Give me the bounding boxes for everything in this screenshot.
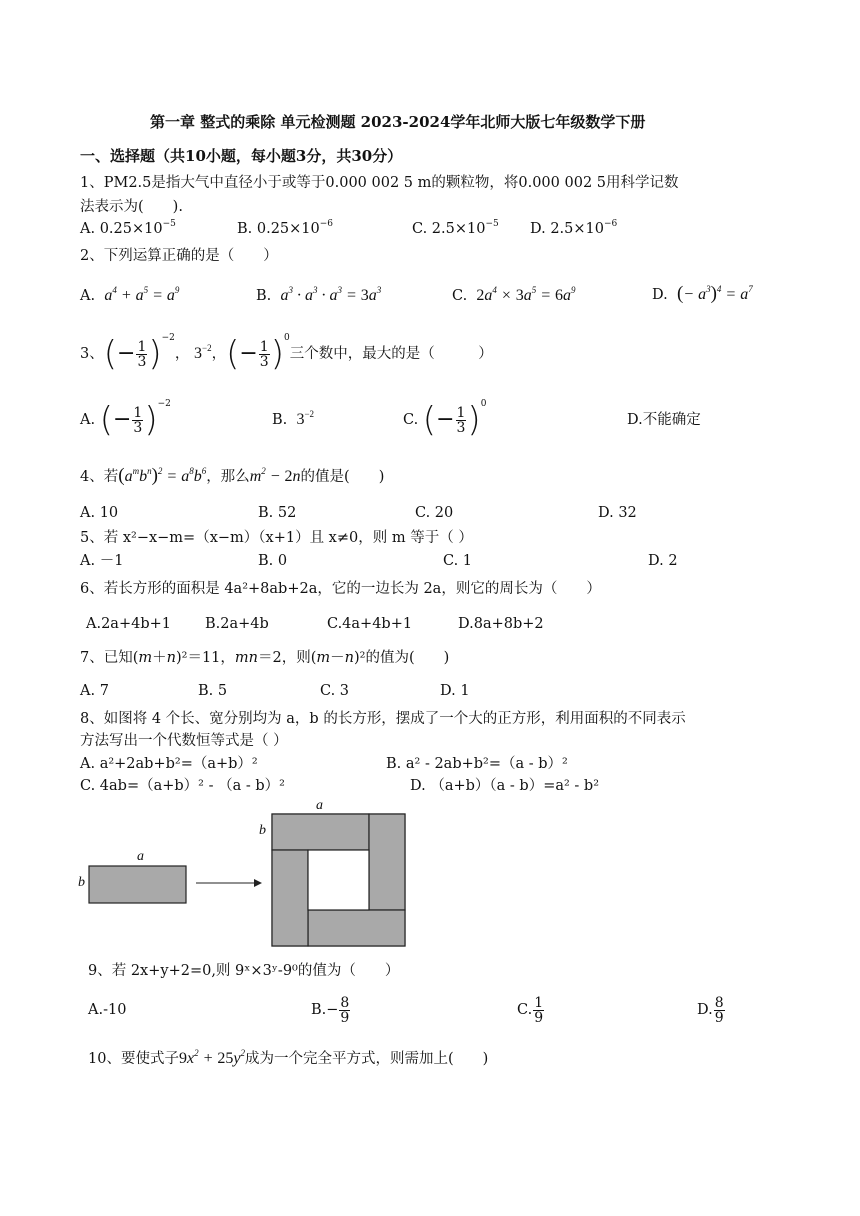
q7-option-c: C. 3: [320, 683, 350, 699]
square-rect-bottom: [308, 910, 405, 946]
q8-stem-line1: 8、如图将 4 个长、宽分别均为 a，b 的长方形，摆成了一个大的正方形，利用面积的不同表示: [80, 711, 686, 727]
q8-option-a: A. a²+2ab+b²=（a+b）²: [80, 756, 258, 772]
page-title: 第一章 整式的乘除 单元检测题 2023-2024学年北师大版七年级数学下册: [150, 113, 646, 131]
q8-option-d: D. （a+b）（a - b）=a² - b²: [410, 778, 600, 794]
q5-option-c: C. 1: [443, 553, 473, 569]
q7-stem: 7、已知(m＋n)²＝11，mn＝2，则(m－n)²的值为( ): [80, 650, 450, 666]
q1-option-a: A. $0.25\times 10^{-5}$: [80, 219, 176, 237]
q4-option-a: A. 10: [80, 505, 119, 521]
q9-option-b: B.− $\frac{8}{9}$: [311, 994, 350, 1026]
q2-option-b: B. $a^3 \cdot a^3 \cdot a^3 = 3a^3$: [256, 285, 382, 304]
q2-option-d: D. (− $a^3)^4 = a^7$: [652, 283, 753, 304]
q8-option-c: C. 4ab=（a+b）² - （a - b）²: [80, 778, 285, 794]
square-rect-left: [272, 850, 308, 946]
fig-label-a-square: a: [316, 798, 323, 813]
q6-option-c: C.4a+4b+1: [327, 616, 413, 632]
inner-square: [308, 850, 369, 910]
q3-option-b: B. $3^{-2}$: [272, 409, 315, 428]
q1-option-c: C. $2.5\times 10^{-5}$: [412, 219, 499, 237]
section-header: 一、选择题（共10小题，每小题3分，共30分）: [80, 147, 403, 165]
q8-stem-line2: 方法写出一个代数恒等式是（ ）: [80, 733, 288, 749]
single-rectangle: [89, 866, 186, 903]
q2-option-a: A. $a^4 + a^5 = a^9$: [80, 285, 180, 304]
square-rect-right: [369, 814, 405, 910]
q2-option-c: C. $2a^4 \times 3a^5 = 6a^9$: [452, 285, 576, 304]
q3-option-a: A. (− $\frac{1}{3}$ )$^{-2}$: [80, 399, 171, 440]
q9-option-d: D. $\frac{8}{9}$: [697, 994, 724, 1026]
q9-stem: 9、若 2x+y+2=0,则 9ˣ×3ʸ-9⁰的值为（ ）: [88, 963, 400, 979]
q10-stem: 10、要使式子$9x^2 + 25y^2$成为一个完全平方式，则需加上( ): [88, 1048, 489, 1067]
q8-option-b: B. a² - 2ab+b²=（a - b）²: [386, 756, 568, 772]
q1-stem-line1: 1、PM2.5是指大气中直径小于或等于0.000 002 5 m的颗粒物，将0.000 002 5用科学记数: [80, 175, 679, 191]
fig-label-a-rect: a: [137, 849, 144, 864]
q7-option-a: A. 7: [80, 683, 109, 699]
q2-stem: 2、下列运算正确的是（ ）: [80, 248, 278, 264]
q4-stem: 4、若$(a^mb^n)^2 = a^8b^6$，那么$m^2 - 2n$的值是( ): [80, 465, 385, 486]
q3-stem: 3、(− $\frac{1}{3}$ )$^{-2}$， $3^{-2}$，(− $\frac{1}{3}$ )$^0$三个数中，最大的是（ ）: [80, 333, 493, 374]
q4-option-d: D. 32: [598, 505, 637, 521]
q5-option-a: A. －1: [80, 553, 124, 569]
q3-option-d: D.不能确定: [627, 412, 701, 428]
fig-label-b-rect: b: [78, 875, 85, 890]
q7-option-b: B. 5: [198, 683, 228, 699]
q1-stem-line2: 法表示为( ).: [80, 199, 183, 215]
q7-option-d: D. 1: [440, 683, 470, 699]
q5-stem: 5、若 x²−x−m=（x−m）（x+1）且 x≠0，则 m 等于（ ）: [80, 530, 473, 546]
q1-option-b: B. $0.25\times 10^{-6}$: [237, 219, 334, 237]
square-rect-top: [272, 814, 369, 850]
q9-option-c: C. $\frac{1}{9}$: [517, 994, 544, 1026]
arrow-head: [254, 879, 262, 887]
q6-option-d: D.8a+8b+2: [458, 616, 544, 632]
q5-option-b: B. 0: [258, 553, 288, 569]
q3-option-c: C. (− $\frac{1}{3}$ )$^0$: [403, 399, 487, 440]
q5-option-d: D. 2: [648, 553, 678, 569]
q6-option-b: B.2a+4b: [205, 616, 269, 632]
q4-option-b: B. 52: [258, 505, 297, 521]
q9-option-a: A.-10: [88, 1002, 127, 1018]
q6-stem: 6、若长方形的面积是 4a²+8ab+2a，它的一边长为 2a，则它的周长为（ ）: [80, 581, 601, 597]
q4-option-c: C. 20: [415, 505, 454, 521]
fig-label-b-square: b: [259, 823, 266, 838]
q6-option-a: A.2a+4b+1: [86, 616, 171, 632]
q8-figure: [70, 798, 420, 958]
q1-option-d: D. $2.5\times 10^{-6}$: [530, 219, 618, 237]
